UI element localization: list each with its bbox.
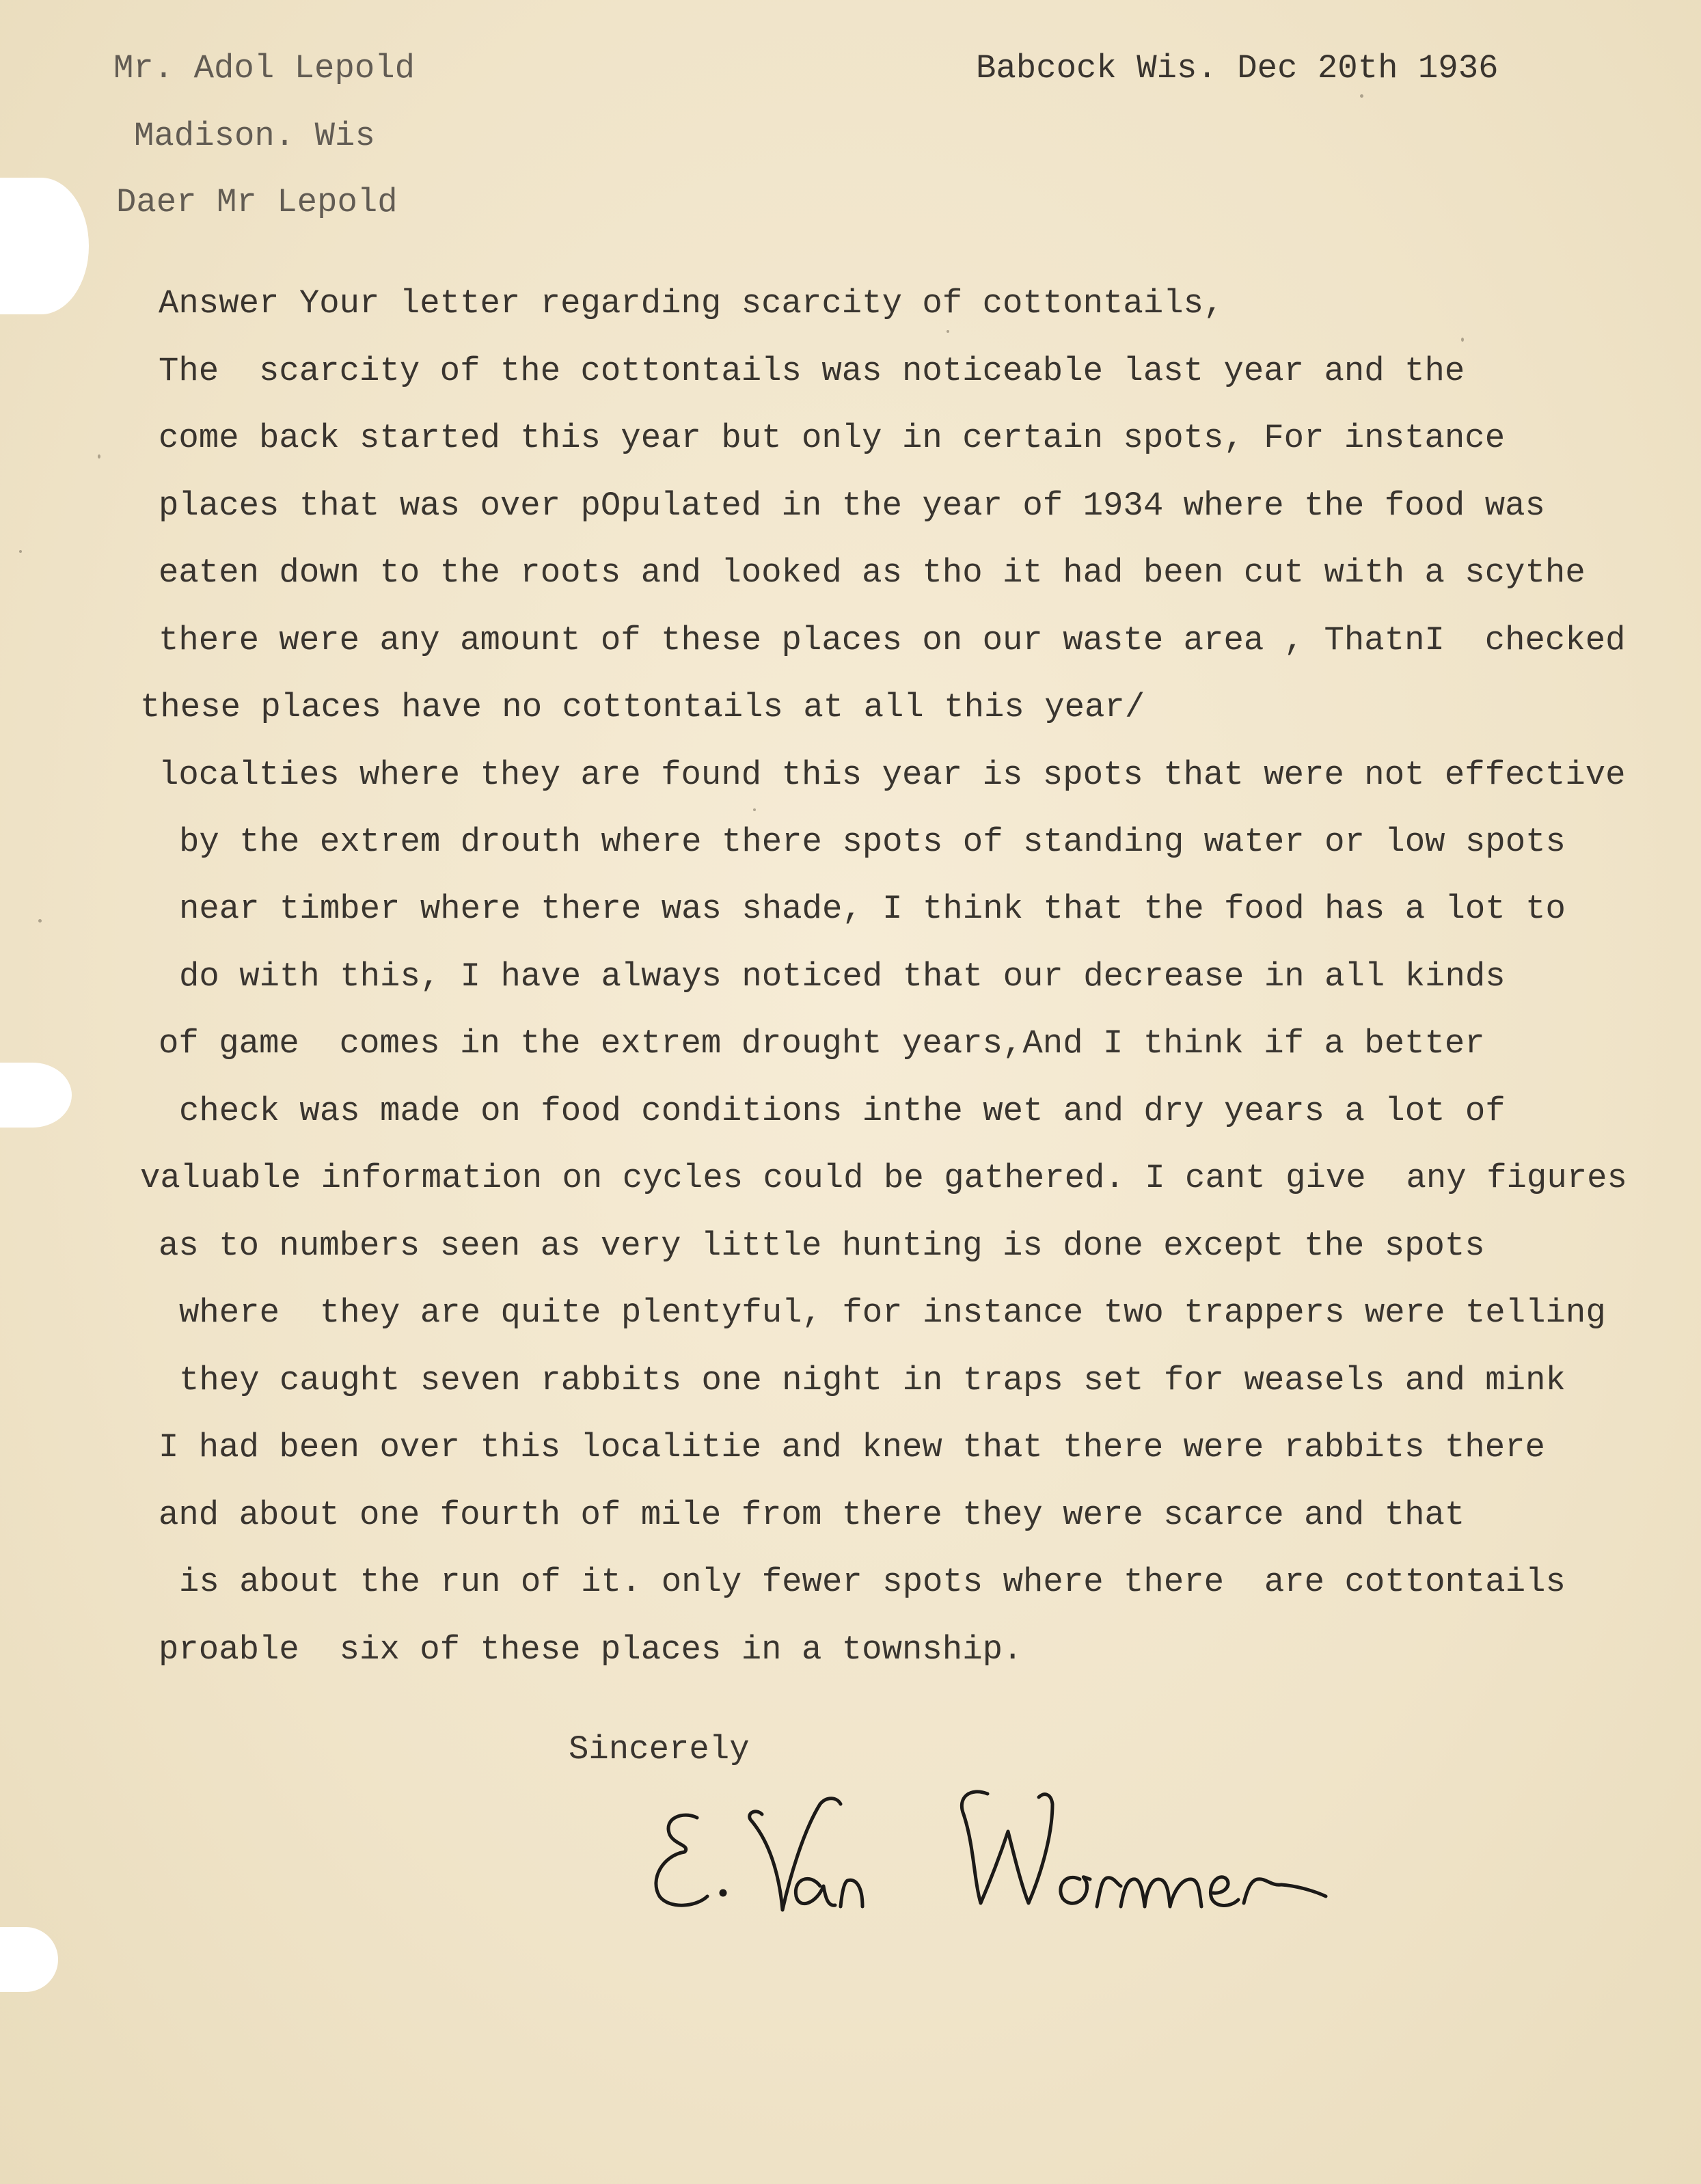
- body-line-16: where they are quite plentyful, for instance two trappers were telling: [179, 1294, 1606, 1332]
- punch-hole-middle: [0, 1063, 72, 1128]
- body-line-20: is about the run of it. only fewer spots where there are cottontails: [179, 1563, 1566, 1601]
- recipient-name: Mr. Adol Lepold: [113, 49, 416, 87]
- body-line-18: I had been over this localitie and knew that there were rabbits there: [159, 1428, 1545, 1466]
- body-line-9: by the extrem drouth where there spots of standing water or low spots: [179, 823, 1566, 861]
- paper-speck: [98, 454, 100, 459]
- closing: Sincerely: [569, 1730, 750, 1769]
- body-line-19: and about one fourth of mile from there they were scarce and that: [159, 1496, 1465, 1534]
- paper-speck: [38, 919, 42, 923]
- paper-speck: [947, 330, 949, 333]
- body-line-10: near timber where there was shade, I think that the food has a lot to: [179, 890, 1566, 928]
- body-line-8: localties where they are found this year is spots that were not effective: [159, 756, 1626, 794]
- body-line-6: there were any amount of these places on our waste area , ThatnI checked: [159, 621, 1626, 659]
- signature-image: [642, 1777, 1394, 1934]
- body-line-1: Answer Your letter regarding scarcity of cottontails,: [159, 284, 1224, 323]
- paper-speck: [1461, 338, 1464, 342]
- body-line-13: check was made on food conditions inthe wet and dry years a lot of: [179, 1092, 1506, 1130]
- body-line-7: these places have no cottontails at all this year/: [140, 688, 1145, 726]
- paper-speck: [1360, 94, 1363, 98]
- body-line-12: of game comes in the extrem drought years,And I think if a better: [159, 1024, 1485, 1063]
- paper-speck: [19, 550, 22, 553]
- paper-speck: [753, 808, 756, 811]
- body-line-4: places that was over pOpulated in the year of 1934 where the food was: [159, 487, 1545, 525]
- place-date: Babcock Wis. Dec 20th 1936: [976, 49, 1499, 87]
- body-line-3: come back started this year but only in certain spots, For instance: [159, 419, 1506, 457]
- body-line-2: The scarcity of the cottontails was noticeable last year and the: [159, 352, 1465, 390]
- body-line-17: they caught seven rabbits one night in traps set for weasels and mink: [179, 1361, 1566, 1400]
- body-line-21: proable six of these places in a township.: [159, 1630, 1023, 1669]
- salutation: Daer Mr Lepold: [116, 183, 398, 221]
- punch-hole-top: [0, 178, 89, 314]
- recipient-city: Madison. Wis: [134, 117, 375, 155]
- body-line-5: eaten down to the roots and looked as tho it had been cut with a scythe: [159, 554, 1586, 592]
- body-line-15: as to numbers seen as very little hunting is done except the spots: [159, 1227, 1485, 1265]
- body-line-11: do with this, I have always noticed that our decrease in all kinds: [179, 957, 1506, 996]
- body-line-14: valuable information on cycles could be gathered. I cant give any figures: [140, 1159, 1627, 1197]
- punch-hole-bottom: [0, 1927, 58, 1992]
